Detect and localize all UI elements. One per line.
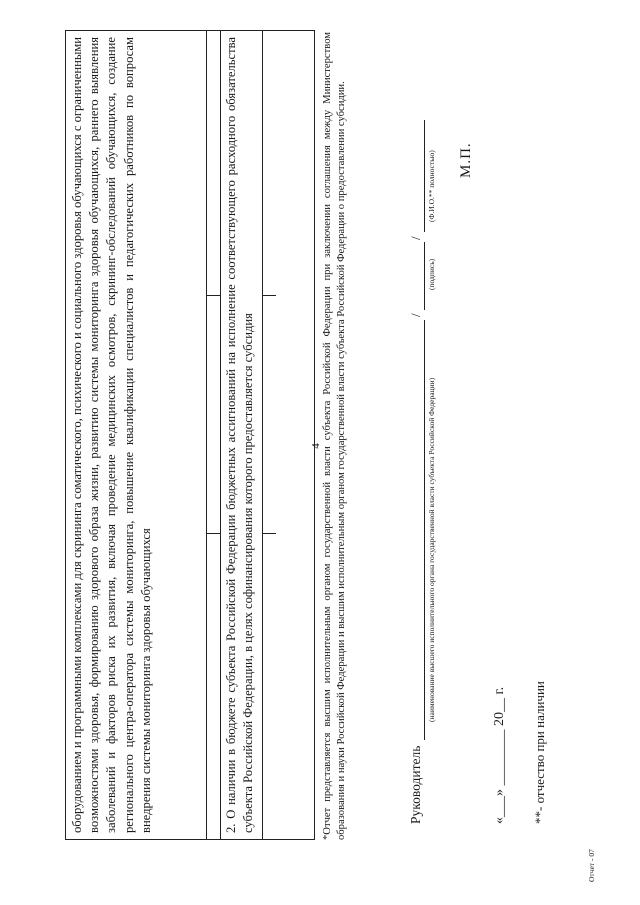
table-row xyxy=(206,31,221,839)
table-row xyxy=(262,31,276,839)
fio-line xyxy=(424,120,425,232)
rotated-page-content xyxy=(20,30,620,890)
table-row xyxy=(66,31,207,839)
signature-caption: (подпись) xyxy=(427,258,436,290)
column-divider xyxy=(262,295,276,296)
patronymic-note: **- отчество при наличии xyxy=(532,681,547,824)
column-divider xyxy=(206,295,220,296)
signature-line xyxy=(424,242,425,310)
date-line: «___» ________ 20__ г. xyxy=(492,686,507,824)
org-name-line xyxy=(424,320,425,740)
document-stamp: Отчет - 07 xyxy=(587,849,596,882)
fio-caption: (Ф.И.О.** полностью) xyxy=(427,150,436,222)
page-number: 4 xyxy=(310,443,322,449)
footnote: *Отчет представляется высшим исполнительным органом государственной власти субъекта Российской Федерации при заключении соглашения между Министерством образования и науки Российской Федерации и высшим исполнительным органом государственной власти субъекта Российской Федерации о предоставлении субсидии. xyxy=(322,32,347,840)
slash-separator: / xyxy=(408,313,423,317)
table-cell-text: оборудованием и программными комплексами для скрининга соматического, психического и социального здоровья обучающихся с ограниченными возможностями здоровья, формированию здорового образа жизни, развитию системы мониторинга здоровья обучающихся, раннего выявления заболеваний и факторов риска их развития, включая проведение медицинских осмотров, скрининг-обследований обучающихся, создание регионального центра-оператора системы мониторинга, повышение квалификации специалистов и педагогических работников по вопросам внедрения системы мониторинга здоровья обучающихся xyxy=(70,37,153,833)
slash-separator: / xyxy=(408,236,423,240)
table-cell-text: 2. О наличии в бюджете субъекта Российской Федерации бюджетных ассигнований на исполнение соответствующего расходного обязательства субъекта Российской Федерации, в целях софинансирования которого предоставляется субсидия xyxy=(224,37,256,833)
org-caption: (наименование высшего исполнительного органа государственной власти субъекта Российской Федерации) xyxy=(427,377,436,722)
seal-place-label: М.П. xyxy=(458,142,474,178)
report-table xyxy=(65,30,315,840)
column-divider xyxy=(206,533,220,534)
table-row xyxy=(220,31,263,839)
column-divider xyxy=(262,533,276,534)
head-label: Руководитель xyxy=(408,745,423,824)
